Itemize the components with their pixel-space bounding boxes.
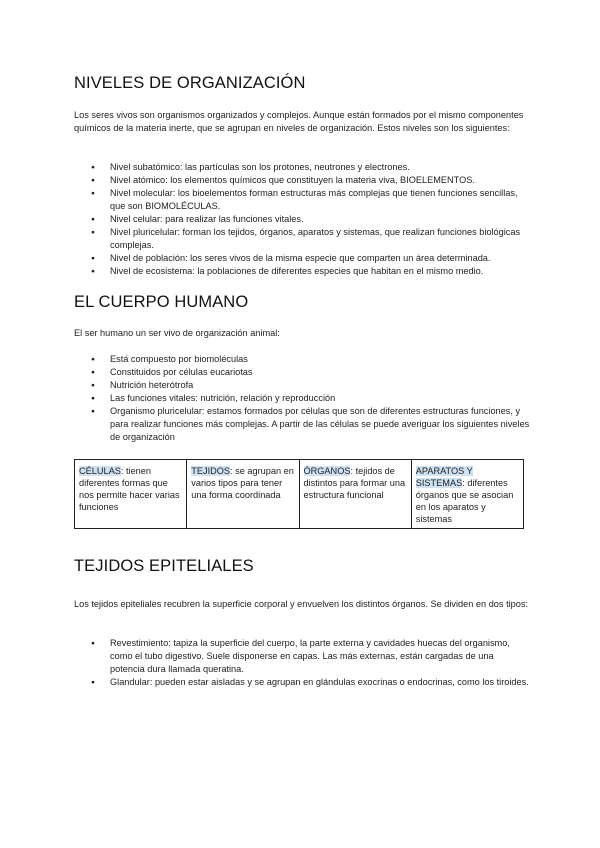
list-niveles bbox=[74, 161, 530, 278]
list-item: ● Nivel subatómico: las partículas son los protones, neutrones y electrones. bbox=[74, 161, 530, 174]
organization-table bbox=[74, 459, 524, 529]
section-title-niveles: NIVELES DE ORGANIZACIÓN bbox=[74, 74, 306, 92]
section-intro-cuerpo: El ser humano un ser vivo de organización animal: bbox=[74, 328, 280, 338]
list-item: ● Nivel pluricelular: forman los tejidos, órganos, aparatos y sistemas, que realizan funciones biológicas complejas. bbox=[74, 226, 530, 252]
table-cell-aparatos bbox=[411, 460, 523, 529]
list-item: ● Revestimiento: tapiza la superficie del cuerpo, la parte externa y cavidades huecas del organismo, como el tubo digestivo. Suele disponerse en capas. Las más externas, están cargadas de una potencia dura llamada queratina. bbox=[74, 637, 530, 676]
list-item: ● Nivel molecular: los bioelementos forman estructuras más complejas que tienen funciones sencillas, que son BIOMOLÉCULAS. bbox=[74, 187, 530, 213]
highlight-term: TEJIDOS bbox=[191, 466, 231, 476]
list-item: ● Glandular: pueden estar aisladas y se agrupan en glándulas exocrinas o endocrinas, como los tiroides. bbox=[74, 676, 530, 689]
term-description: : diferentes órganos que se asocian en los aparatos y sistemas bbox=[415, 478, 514, 524]
term-description: : tienen diferentes formas que nos permite hacer varias funciones bbox=[79, 466, 180, 512]
list-item: ● Nivel de ecosistema: la poblaciones de diferentes especies que habitan en el mismo medio. bbox=[74, 265, 530, 278]
term-description: : tejidos de distintos para formar una estructura funcional bbox=[303, 466, 406, 500]
term-description: : se agrupan en varios tipos para tener una forma coordinada bbox=[191, 466, 294, 500]
list-item: ● Las funciones vitales: nutrición, relación y reproducción bbox=[74, 392, 530, 405]
highlight-term: CÉLULAS bbox=[79, 466, 121, 476]
table-cell-organos bbox=[299, 460, 411, 529]
list-item: ● Está compuesto por biomoléculas bbox=[74, 353, 530, 366]
section-title-cuerpo: EL CUERPO HUMANO bbox=[74, 293, 249, 311]
list-item: ● Nivel de población: los seres vivos de la misma especie que comparten un área determinada. bbox=[74, 252, 530, 265]
list-cuerpo bbox=[74, 353, 530, 444]
section-title-tejidos: TEJIDOS EPITELIALES bbox=[74, 557, 254, 575]
section-intro-niveles: Los seres vivos son organismos organizados y complejos. Aunque están formados por el mismo componentes químicos de la materia inerte, que se agrupan en niveles de organización. Estos niveles son los siguientes: bbox=[74, 110, 524, 133]
table-cell-celulas bbox=[75, 460, 187, 529]
highlight-term: ÓRGANOS bbox=[303, 466, 351, 476]
section-intro-tejidos: Los tejidos epiteliales recubren la superficie corporal y envuelven los distintos órganos. Se dividen en dos tipos: bbox=[74, 599, 529, 609]
list-item: ● Nutrición heterótrofa bbox=[74, 379, 530, 392]
list-item: ● Nivel atómico: los elementos químicos que constituyen la materia viva, BIOELEMENTOS. bbox=[74, 174, 530, 187]
list-item: ● Nivel celular: para realizar las funciones vitales. bbox=[74, 213, 530, 226]
list-item: ● Constituidos por células eucariotas bbox=[74, 366, 530, 379]
table-cell-tejidos bbox=[187, 460, 299, 529]
highlight-term: APARATOS Y SISTEMAS bbox=[415, 466, 473, 488]
table-row bbox=[75, 460, 524, 529]
list-tejidos bbox=[74, 637, 530, 689]
list-item: ● Organismo pluricelular: estamos formados por células que son de diferentes estructuras funciones, y para realizar funciones más complejas. A partir de las células se puede averiguar los siguientes niveles de organización bbox=[74, 405, 530, 444]
